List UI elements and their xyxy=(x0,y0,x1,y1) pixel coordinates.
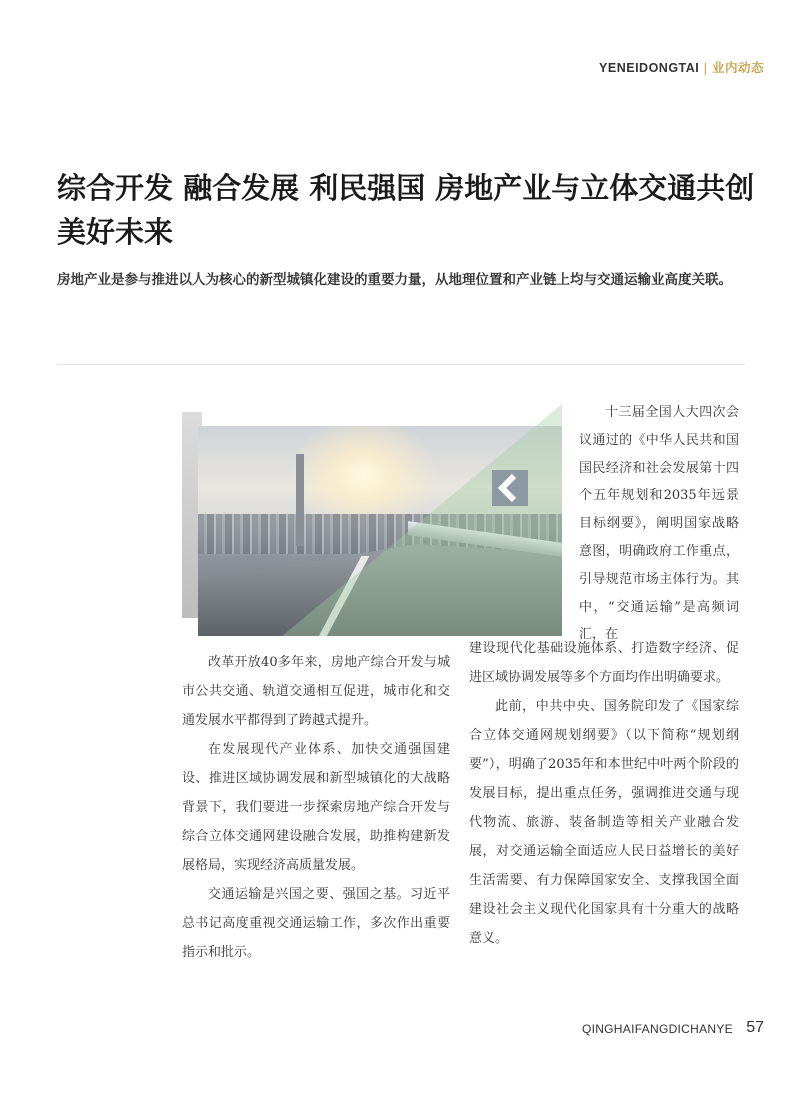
paragraph-continuation: 建设现代化基础设施体系、打造数字经济、促进区域协调发展等多个方面均作出明确要求。 xyxy=(469,641,739,685)
paragraph: 此前，中共中央、国务院印发了《国家综合立体交通网规划纲要》（以下简称“规划纲要”），明确了2035年和本世纪中叶两个阶段的发展目标，提出重点任务，强调推进交通与现代物流、旅游、装备制造等相关产业融合发展，对交通运输全面适应人民日益增长的美好生活需要、有力保障国家安全、支撑我国全面建设社会主义现代化国家具有十分重大的战略意义。 xyxy=(469,699,739,946)
paragraph: 十三届全国人大四次会议通过的《中华人民共和国国民经济和社会发展第十四个五年规划和2035年远景目标纲要》，阐明国家战略意图，明确政府工作重点，引导规范市场主体行为。其中，“交通运输”是高频词汇，在 xyxy=(579,405,739,643)
article-title: 综合开发 融合发展 利民强国 房地产业与立体交通共创美好未来 xyxy=(57,171,755,249)
paragraph: 改革开放40多年来，房地产综合开发与城市公共交通、轨道交通相互促进，城市化和交通发展水平都得到了跨越式提升。 xyxy=(182,655,450,728)
section-name-cn: 业内动态 xyxy=(711,60,764,75)
paragraph: 交通运输是兴国之要、强国之基。习近平总书记高度重视交通运输工作，多次作出重要指示和批示。 xyxy=(182,887,450,960)
page-number: 57 xyxy=(746,1019,764,1036)
divider xyxy=(57,364,745,365)
right-column-bottom xyxy=(469,634,739,953)
right-column-top xyxy=(579,399,739,649)
left-column xyxy=(182,648,450,967)
chevron-left-icon xyxy=(492,470,528,506)
section-header xyxy=(599,58,764,76)
section-name-en: YENEIDONGTAI xyxy=(599,61,700,75)
article-photo xyxy=(182,404,562,636)
paragraph: 在发展现代产业体系、加快交通强国建设、推进区域协调发展和新型城镇化的大战略背景下，我们要进一步探索房地产综合开发与综合立体交通网建设融合发展，助推构建新发展格局，实现经济高质量发展。 xyxy=(182,742,450,873)
skyscraper xyxy=(296,454,304,546)
header-separator: | xyxy=(703,60,708,75)
article-lead: 房地产业是参与推进以人为核心的新型城镇化建设的重要力量，从地理位置和产业链上均与交通运输业高度关联。 xyxy=(57,272,732,288)
magazine-name: QINGHAIFANGDICHANYE xyxy=(581,1022,733,1036)
